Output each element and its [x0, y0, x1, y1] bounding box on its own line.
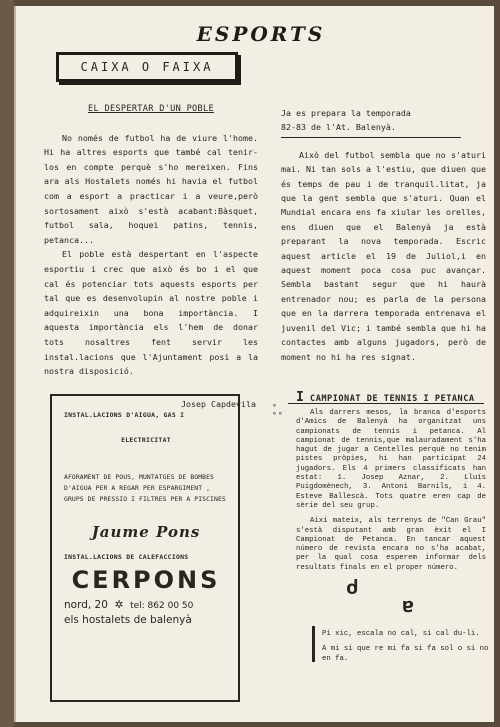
tennis-article-paragraph: Als darrers mesos, la branca d'esports d'Amics de Balenyà ha organitzat uns campionats de tennis i petanca. Al campionat de tennis,que malauradament s'ha hagut de jugar a Centelles perquè no tenim pistes pròpies, hi han participat 24 jugadors. Els 4 primers classificats han estat: 1. Josep Aznar, 2. Lluís Puigdomènech, 3. Antoni Barnils, i 4. Esteve Ballescà. Tots quatre eren cap de sèrie del seu grup.	[296, 409, 486, 510]
section-title: ESPORTS	[196, 22, 326, 46]
magazine-page	[14, 6, 494, 722]
ad-town: els hostalets de balenyà	[64, 614, 192, 626]
decorative-letters-icon: ძ ɐ	[346, 575, 431, 617]
ad-telephone: tel: 862 00 50	[130, 601, 194, 611]
quote-line: Pi xic, escala no cal, si cal du-li.	[322, 630, 480, 638]
asterisk-icon: ✲	[111, 599, 127, 611]
left-article-subhead: EL DESPERTAR D'UN POBLE	[88, 104, 214, 114]
ad-street: nord, 20	[64, 599, 108, 611]
column-title: CAIXA O FAIXA	[80, 60, 214, 74]
advertisement	[50, 394, 240, 702]
left-article-author: Josep Capdevila	[181, 398, 256, 409]
tennis-title-text: CAMPIONAT DE TENNIS I PETANCA	[310, 394, 475, 404]
page-binding-edge	[0, 0, 14, 727]
tennis-title-initial: I	[296, 390, 305, 405]
column-title-box	[56, 52, 238, 82]
quote-bar	[312, 626, 315, 662]
ad-brand-logo: CERPONS	[71, 566, 221, 594]
right-article-headline-line: Ja es prepara la temporada	[281, 108, 411, 118]
ad-line: ELECTRICITAT	[121, 436, 171, 444]
left-article-paragraph: El poble està despertant en l'aspecte esportiu i crec que això és bo i el que cal és potenciar tots aquests esports per tal que es desenvolupin al nostre poble i adquireixin una bona importància. I aquesta importància els l'hem de donar tots nosaltres fent servir les instal.lacions que l'Ajuntament posi a la nostra disposició.	[44, 249, 258, 377]
ad-line: INSTAL.LACIONS D'AIGUA, GAS I	[64, 411, 185, 419]
left-article-paragraph: No només de futbol ha de viure l'home. Hi ha altres esports que també cal tenir-los en compte perquè s'ho mereixen. Fins ara als Hostalets només hi havia el futbol com a esport a practicar i a veure,però sortosament això s'està acabant:Bàsquet, futbol sala, hoquei patins, tennis, petanca...	[44, 132, 258, 245]
right-article-paragraph: Això del futbol sembla que no s'aturi mai. Ni tan sols a l'estiu, que diuen que és temps de pau i de tranquil.litat, ja que la gent sembla que s'aturi. Quan el Mundial encara ens fa xiular les orelles, ens diuen que el Balenyà ja està preparant la nova temporada. Escric aquest article el 19 de Juliol,i en aquest moment poca cosa puc avançar. Sembla bastant segur que hi haurà entrenador nou; es parla de la persona que en la darrera temporada entrenava el juvenil del Vic; i també sembla que hi ha contactes amb alguns jugadors, però de moment no hi ha res signat.	[281, 149, 486, 362]
right-article	[281, 106, 486, 364]
palindrome-quote	[322, 630, 492, 670]
tennis-title-rule	[288, 403, 484, 404]
right-article-headline	[281, 106, 461, 138]
quote-line: A mi sí que re mi fa si fa sol o si no en fa.	[322, 645, 489, 663]
ad-line: INSTAL.LACIONS DE CALEFACCIONS	[64, 553, 189, 561]
ad-address	[64, 598, 228, 627]
right-article-headline-line: 82-83 de l'At. Balenyà.	[281, 122, 396, 133]
tennis-article-body	[296, 409, 486, 579]
left-article	[44, 102, 258, 411]
ad-signature: Jaume Pons	[91, 523, 201, 541]
ad-services: AFORAMENT DE POUS, MUNTATGES DE BOMBES D'AIGUA PER A REGAR PER ESPARGIMENT , GRUPS DE PRESSIO I FILTRES PER A PISCINES	[64, 473, 226, 503]
tennis-article-paragraph: Així mateix, als terrenys de "Can Grau" s'està disputant amb gran èxit el I Campionat de Petanca. En tancar aquest número de revista encara no s'ha acabat, per la qual cosa esperem informar dels resultats finals en el proper número.	[296, 517, 486, 572]
decorative-circles-icon: ° °°	[272, 403, 284, 420]
